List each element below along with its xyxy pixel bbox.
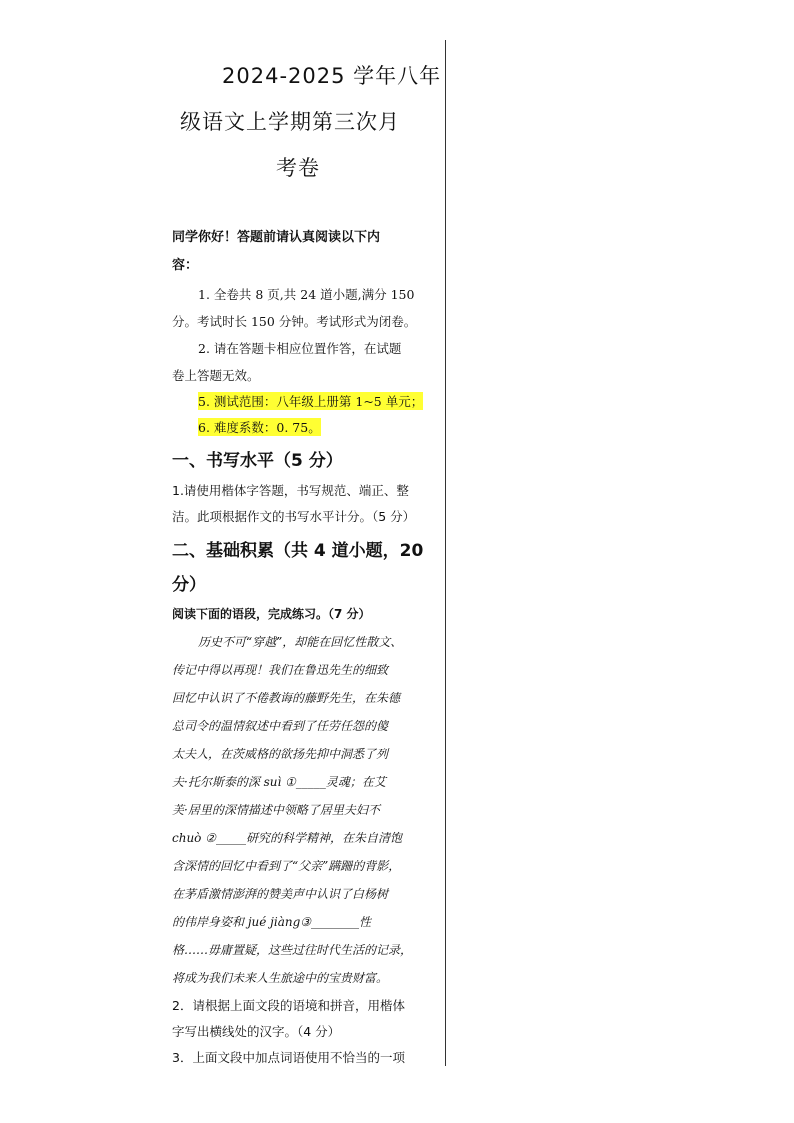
reading-prompt: 阅读下面的语段，完成练习。（7 分） [172,607,371,621]
instruction-line: 卷上答题无效。 [172,368,260,383]
notice-line-2: 容： [172,258,199,273]
instruction-line: 1. 全卷共 8 页,共 24 道小题,满分 150 [198,287,415,302]
instruction-line: 分。考试时长 150 分钟。考试形式为闭卷。 [172,314,417,329]
section-2-title-line-2: 分） [172,575,206,595]
instruction-line: 2. 请在答题卡相应位置作答，在试题 [198,341,402,356]
section-2-title-line-1: 二、基础积累（共 4 道小题，20 [172,541,424,561]
highlighted-scope: 5. 测试范围：八年级上册第 1~5 单元； [198,394,424,409]
passage-line: 在茅盾激情澎湃的赞美声中认识了白杨树 [172,887,389,901]
question-2-line: 2．请根据上面文段的语境和拼音，用楷体 [172,998,405,1013]
exam-title-line-2: 级语文上学期第三次月 [180,110,400,134]
passage-line: 将成为我们未来人生旅途中的宝贵财富。 [172,971,389,985]
section-1-text: 洁。此项根据作文的书写水平计分。（5 分） [172,509,416,524]
passage-line: 格……毋庸置疑，这些过往时代生活的记录， [172,943,413,957]
passage-line: 总司令的温情叙述中看到了任劳任怨的傻 [172,719,389,733]
section-1-text: 1.请使用楷体字答题，书写规范、端正、整 [172,483,409,498]
column-divider [445,40,446,1066]
passage-line: 的伟岸身姿和 jué jiàng③________性 [172,915,372,929]
passage-line: 历史不可“穿越”，却能在回忆性散文、 [198,635,403,649]
passage-line: 回忆中认识了不倦教诲的藤野先生，在朱德 [172,691,401,705]
passage-line: 夫·托尔斯泰的深 suì ①_____灵魂；在艾 [172,775,386,789]
exam-title-line-3: 考卷 [276,156,320,180]
highlighted-difficulty: 6. 难度系数：0. 75。 [198,420,321,435]
exam-title-line-1: 2024-2025 学年八年 [222,64,442,88]
question-2-line: 字写出横线处的汉字。（4 分） [172,1024,341,1039]
passage-line: 太夫人，在茨威格的欲扬先抑中洞悉了列 [172,747,389,761]
passage-line: 含深情的回忆中看到了“父亲”蹒跚的背影， [172,859,401,873]
section-1-title: 一、书写水平（5 分） [172,451,343,471]
passage-line: chuò ②_____研究的科学精神，在朱自清饱 [172,831,402,845]
notice-line-1: 同学你好！答题前请认真阅读以下内 [172,230,381,245]
passage-line: 芙·居里的深情描述中领略了居里夫妇不 [172,803,380,817]
passage-line: 传记中得以再现！我们在鲁迅先生的细致 [172,663,389,677]
question-3-line: 3．上面文段中加点词语使用不恰当的一项 [172,1050,405,1065]
